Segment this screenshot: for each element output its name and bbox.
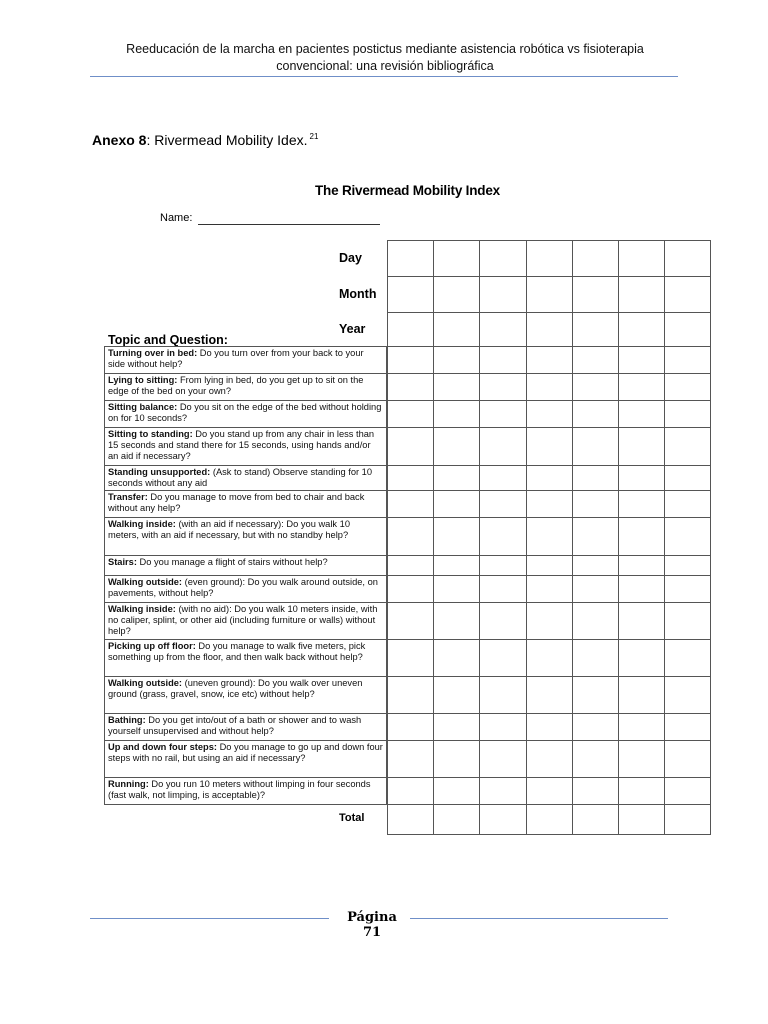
score-row [388, 428, 711, 466]
question-topic: Running: [108, 779, 149, 789]
score-cell[interactable] [434, 778, 480, 805]
question-text: Do you manage a flight of stairs without help? [139, 557, 328, 567]
question-topic: Stairs: [108, 557, 137, 567]
score-row [388, 805, 711, 835]
question-cell [105, 677, 387, 714]
score-cell[interactable] [665, 640, 711, 677]
score-cell[interactable] [572, 313, 618, 347]
annex-text: : Rivermead Mobility Idex. [146, 132, 308, 148]
score-cell[interactable] [618, 401, 664, 428]
score-cell[interactable] [665, 374, 711, 401]
question-topic: Walking inside: [108, 604, 176, 614]
score-cell[interactable] [388, 556, 434, 576]
page-number: Página 71 [347, 910, 397, 940]
score-cell[interactable] [572, 241, 618, 277]
score-cell[interactable] [526, 241, 572, 277]
question-row [105, 714, 387, 741]
question-text: (even ground): Do you walk around outside, on pavements, without help? [108, 577, 378, 598]
score-cell[interactable] [526, 603, 572, 640]
score-cell[interactable] [572, 491, 618, 518]
score-cell[interactable] [572, 778, 618, 805]
question-topic: Turning over in bed: [108, 348, 198, 358]
question-text: (with an aid if necessary): Do you walk 10 meters, with an aid if necessary, but with no standby help? [108, 519, 350, 540]
day-label: Day [339, 251, 362, 265]
score-cell[interactable] [618, 241, 664, 277]
annex-caption [92, 132, 318, 148]
score-cell[interactable] [526, 805, 572, 835]
score-cell[interactable] [618, 741, 664, 778]
score-cell[interactable] [480, 374, 526, 401]
score-cell[interactable] [526, 518, 572, 556]
question-row [105, 603, 387, 640]
score-cell[interactable] [526, 576, 572, 603]
question-row [105, 640, 387, 677]
score-cell[interactable] [572, 603, 618, 640]
score-cell[interactable] [526, 374, 572, 401]
question-cell [105, 401, 387, 428]
score-cell[interactable] [388, 640, 434, 677]
question-row [105, 576, 387, 603]
score-cell[interactable] [572, 374, 618, 401]
question-text: Do you manage to go up and down four steps with no rail, but using an aid if necessary? [108, 742, 383, 763]
score-cell[interactable] [434, 401, 480, 428]
question-row [105, 428, 387, 466]
month-label: Month [339, 287, 377, 301]
score-cell[interactable] [665, 277, 711, 313]
score-cell[interactable] [434, 714, 480, 741]
score-row [388, 714, 711, 741]
score-cell[interactable] [434, 640, 480, 677]
question-cell [105, 374, 387, 401]
score-cell[interactable] [665, 603, 711, 640]
score-cell[interactable] [434, 313, 480, 347]
score-cell[interactable] [572, 518, 618, 556]
score-row [388, 677, 711, 714]
score-cell[interactable] [572, 277, 618, 313]
score-cell[interactable] [618, 576, 664, 603]
score-cell[interactable] [480, 640, 526, 677]
score-cell[interactable] [434, 741, 480, 778]
topic-heading: Topic and Question: [108, 333, 228, 347]
question-cell [105, 714, 387, 741]
name-label: Name: [160, 212, 193, 224]
score-cell[interactable] [618, 466, 664, 491]
score-cell[interactable] [618, 603, 664, 640]
question-cell [105, 466, 387, 491]
score-cell[interactable] [618, 556, 664, 576]
name-field-line [198, 224, 380, 225]
questions-table [104, 346, 387, 805]
score-cell[interactable] [434, 805, 480, 835]
question-row [105, 401, 387, 428]
score-cell[interactable] [526, 640, 572, 677]
score-row [388, 518, 711, 556]
header-line-2: convencional: una revisión bibliográfica [276, 59, 494, 73]
score-cell[interactable] [434, 277, 480, 313]
score-cell[interactable] [526, 428, 572, 466]
score-cell[interactable] [572, 714, 618, 741]
score-cell[interactable] [480, 491, 526, 518]
score-row [388, 741, 711, 778]
question-cell [105, 576, 387, 603]
question-row [105, 741, 387, 778]
score-cell[interactable] [665, 677, 711, 714]
score-cell[interactable] [572, 805, 618, 835]
score-cell[interactable] [480, 714, 526, 741]
score-cell[interactable] [618, 428, 664, 466]
question-row [105, 466, 387, 491]
score-cell[interactable] [388, 805, 434, 835]
score-row [388, 556, 711, 576]
question-text: (Ask to stand) Observe standing for 10 seconds without any aid [108, 467, 373, 488]
score-cell[interactable] [434, 576, 480, 603]
score-grid [387, 240, 711, 835]
score-cell[interactable] [526, 556, 572, 576]
question-text: Do you get into/out of a bath or shower and to wash yourself unsupervised and without help? [108, 715, 362, 736]
score-cell[interactable] [434, 241, 480, 277]
score-row [388, 466, 711, 491]
score-cell[interactable] [572, 556, 618, 576]
question-topic: Lying to sitting: [108, 375, 178, 385]
score-cell[interactable] [480, 576, 526, 603]
score-cell[interactable] [618, 805, 664, 835]
question-topic: Walking outside: [108, 577, 183, 587]
score-cell[interactable] [665, 741, 711, 778]
score-cell[interactable] [665, 428, 711, 466]
score-cell[interactable] [388, 741, 434, 778]
score-cell[interactable] [480, 518, 526, 556]
question-cell [105, 518, 387, 556]
score-cell[interactable] [434, 374, 480, 401]
score-cell[interactable] [388, 603, 434, 640]
question-cell [105, 603, 387, 640]
question-row [105, 677, 387, 714]
score-cell[interactable] [388, 277, 434, 313]
question-text: Do you run 10 meters without limping in four seconds (fast walk, not limping, is acceptable)? [108, 779, 371, 800]
score-row [388, 603, 711, 640]
score-row [388, 277, 711, 313]
score-cell[interactable] [665, 241, 711, 277]
score-cell[interactable] [388, 428, 434, 466]
score-cell[interactable] [665, 491, 711, 518]
score-cell[interactable] [388, 778, 434, 805]
question-text: (uneven ground): Do you walk over uneven ground (grass, gravel, snow, ice etc) without help? [108, 678, 363, 699]
score-row [388, 778, 711, 805]
question-topic: Sitting to standing: [108, 429, 193, 439]
score-cell[interactable] [618, 640, 664, 677]
score-cell[interactable] [480, 556, 526, 576]
question-text: Do you manage to move from bed to chair and back without any help? [108, 492, 365, 513]
score-cell[interactable] [480, 741, 526, 778]
score-cell[interactable] [526, 714, 572, 741]
score-cell[interactable] [434, 466, 480, 491]
score-cell[interactable] [665, 805, 711, 835]
score-cell[interactable] [388, 491, 434, 518]
score-cell[interactable] [526, 401, 572, 428]
form-title: The Rivermead Mobility Index [315, 183, 500, 198]
score-cell[interactable] [572, 466, 618, 491]
question-text: Do you sit on the edge of the bed without holding on for 10 seconds? [108, 402, 382, 423]
header-divider [90, 76, 678, 77]
question-topic: Sitting balance: [108, 402, 178, 412]
footer-rule-right [410, 918, 668, 919]
score-cell[interactable] [480, 466, 526, 491]
score-cell[interactable] [526, 347, 572, 374]
score-cell[interactable] [480, 241, 526, 277]
question-topic: Up and down four steps: [108, 742, 217, 752]
score-row [388, 241, 711, 277]
question-text: (with no aid): Do you walk 10 meters inside, with no caliper, splint, or other aid (including furniture or walls) without help? [108, 604, 378, 636]
score-cell[interactable] [572, 741, 618, 778]
score-cell[interactable] [665, 778, 711, 805]
score-cell[interactable] [665, 401, 711, 428]
score-cell[interactable] [480, 313, 526, 347]
score-cell[interactable] [480, 347, 526, 374]
score-cell[interactable] [665, 466, 711, 491]
question-topic: Picking up off floor: [108, 641, 196, 651]
question-row [105, 347, 387, 374]
question-cell [105, 428, 387, 466]
score-cell[interactable] [480, 805, 526, 835]
annex-label: Anexo 8 [92, 132, 147, 148]
question-row [105, 778, 387, 805]
score-cell[interactable] [618, 518, 664, 556]
score-cell[interactable] [526, 466, 572, 491]
score-cell[interactable] [572, 640, 618, 677]
score-cell[interactable] [572, 401, 618, 428]
score-cell[interactable] [665, 518, 711, 556]
score-cell[interactable] [388, 714, 434, 741]
total-label: Total [339, 812, 365, 824]
score-cell[interactable] [526, 313, 572, 347]
score-cell[interactable] [665, 556, 711, 576]
score-cell[interactable] [388, 401, 434, 428]
question-row [105, 491, 387, 518]
score-cell[interactable] [526, 741, 572, 778]
score-cell[interactable] [388, 241, 434, 277]
score-row [388, 576, 711, 603]
footer-rule-left [90, 918, 329, 919]
score-cell[interactable] [434, 428, 480, 466]
question-topic: Walking inside: [108, 519, 176, 529]
score-row [388, 401, 711, 428]
question-text: From lying in bed, do you get up to sit on the edge of the bed on your own? [108, 375, 364, 396]
score-cell[interactable] [572, 347, 618, 374]
question-topic: Standing unsupported: [108, 467, 211, 477]
score-cell[interactable] [618, 313, 664, 347]
question-topic: Bathing: [108, 715, 146, 725]
score-row [388, 374, 711, 401]
score-cell[interactable] [526, 778, 572, 805]
question-cell [105, 556, 387, 576]
question-row [105, 556, 387, 576]
score-cell[interactable] [434, 603, 480, 640]
question-text: Do you turn over from your back to your side without help? [108, 348, 364, 369]
score-cell[interactable] [434, 677, 480, 714]
question-cell [105, 347, 387, 374]
question-topic: Walking outside: [108, 678, 183, 688]
score-cell[interactable] [618, 714, 664, 741]
score-cell[interactable] [480, 677, 526, 714]
score-cell[interactable] [618, 491, 664, 518]
score-cell[interactable] [434, 556, 480, 576]
score-row [388, 640, 711, 677]
score-cell[interactable] [572, 677, 618, 714]
question-topic: Transfer: [108, 492, 148, 502]
question-cell [105, 491, 387, 518]
score-cell[interactable] [480, 428, 526, 466]
score-cell[interactable] [388, 518, 434, 556]
score-cell[interactable] [618, 778, 664, 805]
score-cell[interactable] [618, 277, 664, 313]
header-line-1: Reeducación de la marcha en pacientes postictus mediante asistencia robótica vs fisioterapia [126, 42, 644, 56]
score-cell[interactable] [526, 491, 572, 518]
score-cell[interactable] [480, 778, 526, 805]
running-header [92, 41, 678, 75]
year-label: Year [339, 322, 366, 336]
question-cell [105, 741, 387, 778]
score-cell[interactable] [480, 277, 526, 313]
question-text: Do you manage to walk five meters, pick something up from the floor, and then walk back without help? [108, 641, 366, 662]
question-row [105, 518, 387, 556]
question-text: Do you stand up from any chair in less than 15 seconds and stand there for 15 seconds, using hands and/or an aid if necessary? [108, 429, 375, 461]
score-cell[interactable] [434, 347, 480, 374]
score-cell[interactable] [572, 576, 618, 603]
score-cell[interactable] [388, 374, 434, 401]
score-cell[interactable] [388, 576, 434, 603]
score-cell[interactable] [618, 677, 664, 714]
score-cell[interactable] [618, 347, 664, 374]
score-cell[interactable] [665, 347, 711, 374]
score-cell[interactable] [388, 347, 434, 374]
question-cell [105, 778, 387, 805]
score-cell[interactable] [665, 714, 711, 741]
score-cell[interactable] [388, 677, 434, 714]
score-cell[interactable] [526, 677, 572, 714]
score-cell[interactable] [480, 401, 526, 428]
annex-reference: 21 [309, 132, 319, 141]
score-cell[interactable] [388, 313, 434, 347]
score-cell[interactable] [388, 466, 434, 491]
question-row [105, 374, 387, 401]
score-row [388, 347, 711, 374]
score-cell[interactable] [434, 518, 480, 556]
score-cell[interactable] [526, 277, 572, 313]
score-cell[interactable] [434, 491, 480, 518]
score-cell[interactable] [665, 313, 711, 347]
score-row [388, 313, 711, 347]
question-cell [105, 640, 387, 677]
score-row [388, 491, 711, 518]
score-cell[interactable] [572, 428, 618, 466]
score-cell[interactable] [480, 603, 526, 640]
score-cell[interactable] [618, 374, 664, 401]
score-cell[interactable] [665, 576, 711, 603]
